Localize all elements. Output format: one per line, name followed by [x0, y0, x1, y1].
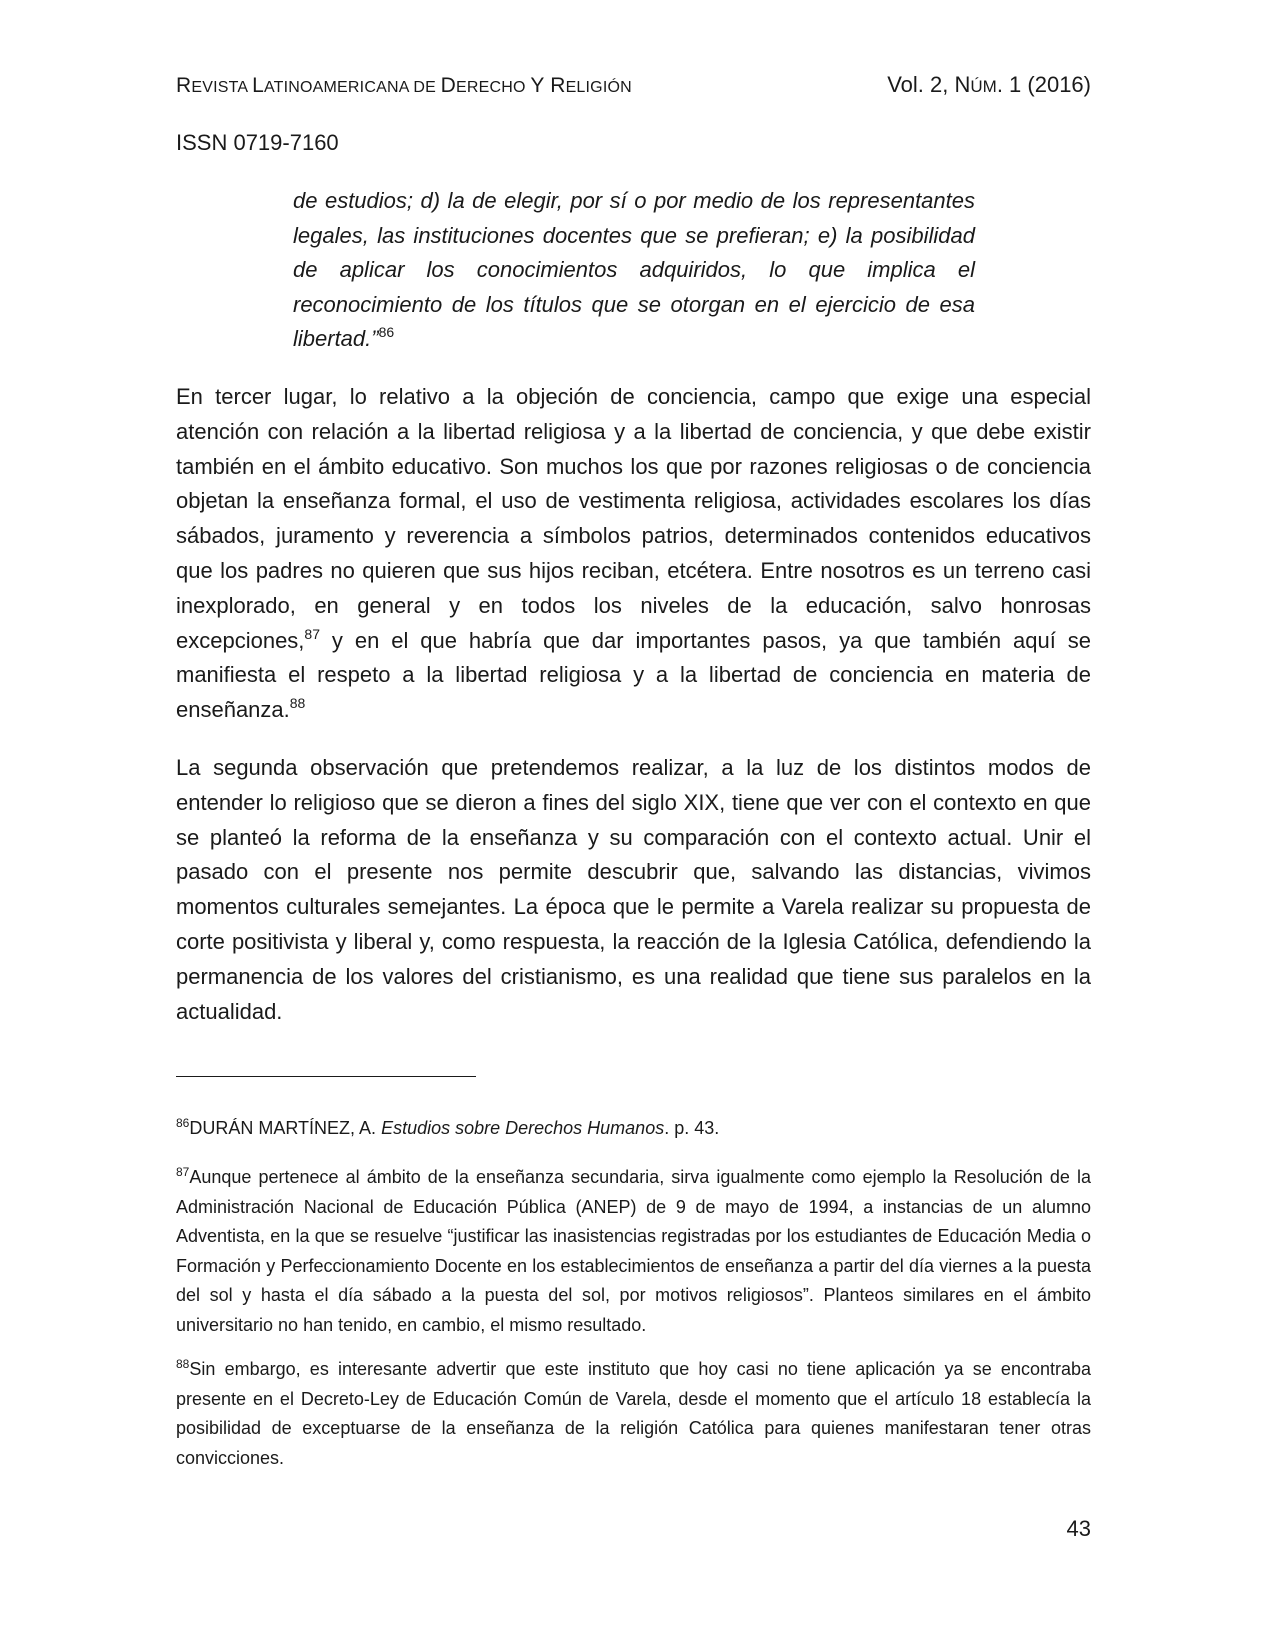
volume-part: ÚM — [970, 77, 997, 96]
footnote-88 — [176, 1355, 1091, 1473]
footnote-number: 88 — [176, 1357, 190, 1371]
journal-title-part: R — [550, 74, 566, 97]
journal-title-part: D — [440, 74, 456, 97]
footnote-number: 86 — [176, 1116, 190, 1130]
footnote-ref-86[interactable]: 86 — [378, 324, 395, 340]
footnote-work-title: Estudios sobre Derechos Humanos — [381, 1118, 665, 1138]
paragraph-text: En tercer lugar, lo relativo a la objeción de conciencia, campo que exige una especial atención con relación a la libertad religiosa y a la libertad de conciencia, y que debe existir también en el ámbito educativo. Son muchos los que por razones religiosas o de conciencia objetan la enseñanza formal, el uso de vestimenta religiosa, actividades escolares los días sábados, juramento y reverencia a símbolos patrios, determinados contenidos educativos que los padres no quieren que sus hijos reciban, etcétera. Entre nosotros es un terreno casi inexplorado, en general y en todos los niveles de la educación, salvo honrosas excepciones, — [176, 384, 1091, 653]
journal-title-part: EVISTA — [191, 79, 253, 96]
footnote-separator — [176, 1076, 476, 1077]
volume-part: Vol. 2, N — [887, 72, 971, 97]
journal-title-part: L — [252, 74, 264, 97]
journal-title-part: ELIGIÓN — [565, 79, 632, 96]
running-header-journal — [176, 74, 632, 98]
footnote-ref-88[interactable]: 88 — [289, 695, 306, 712]
footnote-number: 87 — [176, 1165, 190, 1179]
footnote-86 — [176, 1114, 1091, 1144]
block-quote — [293, 184, 975, 357]
paragraph-text: La segunda observación que pretendemos realizar, a la luz de los distintos modos de entender lo religioso que se dieron a fines del siglo XIX, tiene que ver con el contexto en que se planteó la reforma de la enseñanza y su comparación con el contexto actual. Unir el pasado con el presente nos permite descubrir que, salvando las distancias, vivimos momentos culturales semejantes. La época que le permite a Varela realizar su propuesta de corte positivista y liberal y, como respuesta, la reacción de la Iglesia Católica, defendiendo la permanencia de los valores del cristianismo, es una realidad que tiene sus paralelos en la actualidad. — [176, 755, 1091, 1024]
footnote-text: Sin embargo, es interesante advertir que este instituto que hoy casi no tiene aplicación ya se encontraba presente en el Decreto-Ley de Educación Común de Varela, desde el momento que el artículo 18 establecía la posibilidad de exceptuarse de la enseñanza de la religión Católica para quienes manifestaran tener otras convicciones. — [176, 1359, 1091, 1468]
running-header-volume — [887, 72, 1091, 98]
page-number: 43 — [1066, 1516, 1091, 1541]
footnote-author: DURÁN MARTÍNEZ, A. — [189, 1118, 382, 1138]
journal-title-part: ERECHO — [456, 79, 531, 96]
body-paragraph-1 — [176, 380, 1091, 728]
body-paragraph-2 — [176, 751, 1091, 1029]
footnote-ref-87[interactable]: 87 — [304, 625, 320, 642]
footnote-87 — [176, 1163, 1091, 1340]
journal-title-part: R — [176, 74, 192, 97]
journal-title-part: ATINOAMERICANA DE — [263, 79, 441, 96]
footnote-text: Aunque pertenece al ámbito de la enseñanza secundaria, sirva igualmente como ejemplo la Resolución de la Administración Nacional de Educación Pública (ANEP) de 9 de mayo de 1994, a instancias de un alumno Adventista, en la que se resuelve “justificar las inasistencias registradas por los estudiantes de Educación Media o Formación y Perfeccionamiento Docente en los establecimientos de enseñanza a partir del día viernes a la puesta del sol y hasta el día sábado a la puesta del sol, por motivos religiosos”. Planteos similares en el ámbito universitario no han tenido, en cambio, el mismo resultado. — [176, 1167, 1091, 1335]
journal-title-part: Y — [530, 74, 551, 97]
footnote-text: . p. 43. — [664, 1118, 720, 1138]
paragraph-text: y en el que habría que dar importantes pasos, ya que también aquí se manifiesta el respeto a la libertad religiosa y a la libertad de conciencia en materia de enseñanza. — [176, 627, 1091, 723]
volume-part: . 1 (2016) — [996, 72, 1091, 97]
block-quote-text: de estudios; d) la de elegir, por sí o por medio de los representantes legales, las instituciones docentes que se prefieran; e) la posibilidad de aplicar los conocimientos adquiridos, lo que implica el reconocimiento de los títulos que se otorgan en el ejercicio de esa libertad.” — [293, 188, 975, 351]
issn-label: ISSN 0719-7160 — [176, 130, 339, 155]
